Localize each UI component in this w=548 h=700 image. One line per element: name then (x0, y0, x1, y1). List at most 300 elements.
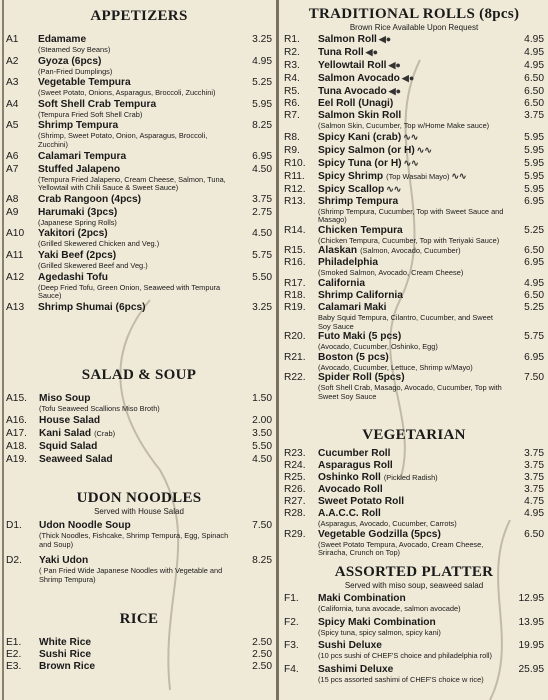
menu-item (284, 372, 544, 401)
item-price: 6.50 (524, 528, 544, 540)
item-price: 3.50 (252, 427, 272, 439)
item-name (318, 352, 524, 364)
item-name (38, 207, 252, 219)
menu-item (284, 85, 544, 98)
item-name (318, 278, 524, 290)
fish-icon: ◀● (388, 86, 402, 96)
item-price: 5.95 (524, 170, 544, 182)
menu-item (284, 245, 544, 257)
item-code: R3. (284, 60, 300, 71)
item-name-text: Agedashi Tofu (38, 271, 108, 283)
vegetarian-heading: VEGETARIAN (362, 427, 466, 443)
pepper-icon: ∿∿ (403, 131, 419, 142)
item-name-text: Spicy Kani (crab) (318, 131, 402, 143)
item-name-text: Spicy Shrimp (318, 170, 384, 182)
menu-item (6, 393, 272, 414)
item-code: R9. (284, 144, 300, 156)
item-price: 6.95 (524, 257, 544, 269)
item-name (39, 649, 252, 661)
item-description: (Avocado, Cucumber, Oshinko, Egg) (318, 342, 438, 352)
item-code: D2. (6, 555, 22, 567)
rice-section (6, 611, 272, 673)
udon-heading: UDON NOODLES (76, 490, 202, 506)
item-code: R4. (284, 73, 300, 84)
item-name (318, 131, 524, 144)
item-price: 3.75 (524, 110, 544, 121)
item-description: (10 pcs sushi of CHEF'S choice and philadelphia roll) (318, 651, 492, 661)
item-price: 5.50 (252, 440, 272, 452)
item-code: R11. (284, 170, 305, 182)
item-name (318, 225, 524, 237)
item-name (318, 472, 524, 484)
item-name-text: Alaskan (318, 245, 358, 257)
item-description: (Thick Noodles, Fishcake, Shrimp Tempura, Egg, Spinach and Soup) (39, 531, 229, 549)
item-code: R16. (284, 257, 306, 269)
item-name-text: Futo Maki (5 pcs) (318, 331, 402, 343)
vegetarian-section (284, 427, 544, 558)
item-code: R13. (284, 195, 306, 207)
item-name-text: Cucumber Roll (318, 448, 391, 459)
item-code: R5. (284, 86, 300, 97)
item-name-text: Crab Rangoon (4pcs) (38, 193, 142, 205)
menu-item (6, 302, 272, 314)
item-name-text: Soft Shell Crab Tempura (38, 98, 157, 110)
item-price: 3.75 (524, 484, 544, 495)
column-divider (276, 0, 279, 700)
item-name-text: Vegetable Godzilla (5pcs) (318, 528, 441, 540)
item-name (318, 46, 524, 59)
item-code: R12. (284, 183, 306, 195)
traditional-section (284, 6, 544, 402)
udon-subtitle: Served with House Salad (94, 507, 184, 516)
menu-item (6, 207, 272, 228)
item-name-text: Sushi Rice (39, 649, 92, 660)
platter-subtitle: Served with miso soup, seaweed salad (344, 581, 484, 590)
menu-item (6, 415, 272, 427)
item-code: A7 (6, 163, 19, 175)
item-price: 5.25 (524, 224, 544, 236)
item-description: (Tofu Seaweed Scallions Miso Broth) (39, 404, 160, 413)
menu-item (6, 77, 272, 98)
item-price: 5.95 (524, 157, 544, 169)
item-name (318, 245, 524, 257)
item-description: (Shrimp Tempura, Cucumber, Top with Sweet Sauce and Masago) (318, 206, 504, 225)
item-name-text: Maki Combination (318, 593, 406, 604)
item-name-text: Gyoza (6pcs) (38, 55, 102, 67)
item-name (318, 170, 524, 183)
item-name (318, 664, 519, 676)
item-price: 4.95 (524, 277, 544, 289)
item-price: 6.50 (524, 245, 544, 257)
item-code: A16. (6, 414, 27, 426)
item-code: R2. (284, 47, 300, 58)
item-name (38, 56, 252, 68)
menu-item (284, 183, 544, 196)
item-price: 7.50 (252, 520, 272, 531)
item-code: A4 (6, 98, 19, 110)
menu-item (284, 664, 544, 685)
item-price: 5.95 (524, 131, 544, 143)
item-name (318, 617, 519, 629)
menu-item (6, 99, 272, 120)
item-name (318, 98, 524, 110)
item-name (39, 637, 252, 649)
item-code: R10. (284, 157, 306, 169)
item-name-text: Spicy Tuna (or H) (318, 157, 402, 169)
menu-item (6, 520, 272, 549)
item-price: 5.95 (252, 98, 272, 110)
menu-item (284, 640, 544, 661)
item-code: A19. (6, 453, 27, 465)
item-price: 4.95 (524, 34, 544, 45)
item-code: R17. (284, 277, 306, 289)
item-code: A6 (6, 150, 19, 162)
platter-heading: ASSORTED PLATTER (334, 564, 494, 580)
item-price: 12.95 (518, 593, 544, 604)
item-name (318, 196, 524, 208)
item-name-text: Yellowtail Roll (318, 60, 387, 71)
item-name-text: Harumaki (3pcs) (38, 206, 118, 218)
item-description: (Sweet Potato, Onions, Asparagus, Broccoli, Zucchini) (38, 88, 216, 98)
menu-item (284, 170, 544, 183)
item-description: (Salmon Skin, Cucumber, Top w/Home Make sauce) (318, 121, 490, 130)
menu-item (284, 257, 544, 278)
menu-item (284, 144, 544, 157)
item-name-text: White Rice (39, 637, 92, 648)
item-name-text: Spicy Scallop (318, 183, 385, 195)
menu-item (284, 448, 544, 460)
item-code: R29. (284, 528, 306, 540)
menu-item (284, 278, 544, 290)
item-price: 8.25 (252, 120, 272, 132)
item-name-text: Sashimi Deluxe (318, 663, 394, 675)
menu-item (284, 196, 544, 225)
item-name-text: Shrimp Tempura (38, 120, 119, 132)
menu-item (6, 272, 272, 301)
item-name (39, 661, 252, 673)
item-code: E2. (6, 649, 22, 660)
menu-item (284, 302, 544, 331)
item-price: 2.50 (252, 649, 272, 660)
item-price: 5.95 (524, 144, 544, 156)
item-description: (Grilled Skewered Beef and Veg.) (38, 260, 148, 270)
menu-item (284, 59, 544, 72)
item-name-text: Vegetable Tempura (38, 77, 131, 89)
item-name-text: Udon Noodle Soup (39, 520, 131, 531)
item-price: 5.75 (524, 331, 544, 343)
item-code: F1. (284, 593, 299, 604)
item-name (38, 272, 252, 284)
item-code: A1 (6, 34, 19, 45)
pepper-icon: ∿∿ (416, 144, 432, 155)
menu-item (284, 529, 544, 558)
item-description: (Pan-Fried Dumplings) (38, 66, 113, 76)
item-name-text: Edamame (38, 34, 87, 45)
item-code: R1. (284, 34, 300, 45)
item-code: R22. (284, 372, 306, 384)
item-code: R15. (284, 245, 306, 257)
item-code: E1. (6, 637, 22, 648)
item-code: F2. (284, 616, 299, 628)
item-price: 5.50 (252, 271, 272, 283)
platter-section (284, 564, 544, 687)
item-code: D1. (6, 520, 22, 531)
item-name (38, 302, 252, 314)
item-code: R26. (284, 484, 306, 495)
menu-item (6, 56, 272, 77)
item-name-text: Brown Rice (39, 661, 96, 672)
item-price: 6.95 (524, 195, 544, 207)
item-name (38, 151, 252, 163)
item-code: E3. (6, 661, 22, 672)
item-name-text: Avocado Roll (318, 484, 383, 495)
menu-item (284, 352, 544, 373)
item-name (318, 529, 524, 541)
menu-item (284, 225, 544, 246)
item-description: (Japanese Spring Rolls) (38, 217, 117, 227)
menu-item (6, 454, 272, 466)
menu-item (6, 151, 272, 163)
menu-item (284, 98, 544, 110)
item-name (39, 415, 252, 427)
menu-item (284, 33, 544, 46)
item-price: 4.95 (524, 60, 544, 71)
item-code: A12 (6, 271, 25, 283)
salad-heading: SALAD & SOUP (81, 367, 197, 383)
menu-item (284, 593, 544, 614)
item-name-text: Eel Roll (Unagi) (318, 98, 394, 109)
menu-item (6, 661, 272, 673)
item-price: 5.95 (524, 183, 544, 195)
item-name (318, 144, 524, 157)
item-code: R6. (284, 98, 300, 109)
menu-item (6, 164, 272, 193)
item-name-text: Seaweed Salad (39, 453, 113, 465)
item-price: 19.95 (518, 640, 544, 652)
item-name-text: Miso Soup (39, 393, 91, 404)
item-description: (Avocado, Cucumber, Lettuce, Shrimp w/Mayo) (318, 362, 473, 372)
item-description: (Asparagus, Avocado, Cucumber, Carrots) (318, 519, 457, 528)
item-price: 2.75 (252, 206, 272, 218)
item-name (38, 194, 252, 206)
item-price: 3.75 (524, 448, 544, 459)
item-name-text: A.A.C.C. Roll (318, 508, 381, 519)
menu-item (284, 460, 544, 472)
menu-item (6, 120, 272, 149)
item-price: 13.95 (518, 616, 544, 628)
item-description: (Smoked Salmon, Avocado, Cream Cheese) (318, 268, 464, 278)
item-name (318, 59, 524, 72)
item-code: R23. (284, 448, 306, 459)
item-name (39, 441, 252, 453)
item-price: 5.75 (252, 249, 272, 261)
item-code: R7. (284, 110, 300, 121)
fish-icon: ◀● (401, 73, 415, 83)
item-note: (Crab) (94, 428, 116, 438)
item-price: 25.95 (518, 663, 544, 675)
menu-item (6, 441, 272, 453)
item-code: R18. (284, 289, 306, 301)
item-description: (Steamed Soy Beans) (38, 45, 111, 54)
item-code: F3. (284, 640, 299, 652)
item-description: (California, tuna avocade, salmon avocade) (318, 604, 461, 613)
item-code: A18. (6, 440, 27, 452)
pepper-icon: ∿∿ (451, 170, 467, 181)
item-name-text: Asparagus Roll (318, 460, 393, 471)
item-name (39, 428, 252, 440)
item-note: (Top Wasabi Mayo) (386, 171, 450, 181)
item-name-text: Sweet Potato Roll (318, 496, 405, 507)
item-price: 3.75 (524, 472, 544, 483)
item-name-text: Yaki Beef (2pcs) (38, 249, 117, 261)
item-code: R21. (284, 351, 306, 363)
item-name-text: Oshinko Roll (318, 472, 381, 483)
item-name-text: Shrimp Shumai (6pcs) (38, 301, 146, 313)
item-code: A2 (6, 55, 19, 67)
item-name-text: Yakitori (2pcs) (38, 228, 108, 240)
traditional-heading: TRADITIONAL ROLLS (8pcs) (308, 6, 520, 22)
item-name-text: Shrimp California (318, 289, 403, 301)
item-code: A3 (6, 77, 19, 89)
item-note: (Pickled Radish) (383, 473, 438, 482)
item-code: R8. (284, 131, 300, 143)
item-description: Baby Squid Tempura, Cilantro, Cucumber, and Sweet Soy Sauce (318, 312, 493, 331)
item-code: A17. (6, 427, 27, 439)
item-name-text: Spider Roll (5pcs) (318, 372, 405, 384)
fish-icon: ◀● (388, 60, 401, 70)
menu-item (284, 472, 544, 484)
item-code: A15. (6, 393, 27, 404)
item-price: 3.25 (252, 34, 272, 45)
item-description: (Sweet Potato Tempura, Avocado, Cream Cheese, Sriracha, Crunch on Top) (318, 539, 484, 558)
menu-item (6, 637, 272, 649)
item-description: ( Pan Fried Wide Japanese Noodles with Vegetable and Shrimp Tempura) (39, 566, 223, 584)
item-price: 7.50 (524, 372, 544, 384)
item-code: R19. (284, 301, 306, 313)
item-name-text: Boston (5 pcs) (318, 351, 389, 363)
item-description: (Tempura Fried Soft Shell Crab) (38, 109, 143, 119)
item-name-text: Spicy Maki Combination (318, 616, 436, 628)
item-name-text: Sushi Deluxe (318, 640, 382, 652)
item-price: 6.95 (524, 351, 544, 363)
menu-item (284, 110, 544, 131)
item-description: (Tempura Fried Jalapeno, Cream Cheese, Salmon, Tuna, Yellowtail with Chili Sauce & Sweet Sauce) (38, 174, 226, 193)
menu-item (6, 555, 272, 584)
item-code: R20. (284, 331, 306, 343)
item-price: 1.50 (252, 393, 272, 404)
rice-heading: RICE (119, 611, 159, 627)
item-price: 2.50 (252, 637, 272, 648)
item-name-text: Spicy Salmon (or H) (318, 144, 415, 156)
item-name (318, 496, 524, 508)
menu-item (284, 290, 544, 302)
item-price: 4.75 (524, 496, 544, 507)
menu-item (6, 649, 272, 661)
menu-item (284, 46, 544, 59)
item-price: 8.25 (252, 555, 272, 567)
menu-item (284, 131, 544, 144)
item-name (318, 33, 524, 46)
menu-item (284, 331, 544, 352)
item-price: 4.50 (252, 228, 272, 240)
item-name-text: Salmon Skin Roll (318, 110, 402, 121)
item-name-text: Yaki Udon (39, 555, 89, 567)
menu-item (6, 428, 272, 440)
item-code: A9 (6, 206, 19, 218)
item-price: 3.75 (252, 193, 272, 205)
item-name (318, 460, 524, 472)
item-price: 4.95 (252, 55, 272, 67)
item-description: (Spicy tuna, spicy salmon, spicy kani) (318, 627, 441, 637)
item-code: A8 (6, 193, 19, 205)
item-description: (Grilled Skewered Chicken and Veg.) (38, 239, 160, 249)
menu-item (284, 72, 544, 85)
item-name-text: Salmon Avocado (318, 73, 400, 84)
item-price: 3.25 (252, 301, 272, 313)
menu-item (284, 484, 544, 496)
item-name-text: Tuna Roll (318, 47, 364, 58)
menu-item (6, 34, 272, 55)
item-price: 5.25 (252, 77, 272, 89)
item-price: 2.00 (252, 414, 272, 426)
item-name (318, 484, 524, 496)
fish-icon: ◀● (365, 47, 379, 57)
item-price: 6.95 (252, 150, 272, 162)
item-code: R24. (284, 460, 306, 471)
item-name (39, 454, 252, 466)
item-name (318, 290, 524, 302)
item-description: (Soft Shell Crab, Masago, Avocado, Cucumber, Top with Sweet Soy Sauce (318, 383, 502, 401)
item-description: (Deep Fried Tofu, Green Onion, Seaweed with Tempura Sauce) (38, 282, 221, 301)
item-name (38, 99, 252, 111)
item-name-text: Calamari Maki (318, 301, 387, 313)
item-code: R27. (284, 496, 306, 507)
item-name-text: Kani Salad (39, 427, 92, 439)
appetizers-section (6, 8, 272, 315)
item-description: (Shrimp, Sweet Potato, Onion, Asparagus, Broccoli, Zucchini) (38, 131, 208, 149)
menu-item (284, 157, 544, 170)
item-price: 5.25 (524, 301, 544, 313)
item-name-text: Philadelphia (318, 257, 379, 269)
item-name (318, 183, 524, 196)
menu-item (284, 508, 544, 529)
item-code: R14. (284, 224, 306, 236)
udon-section (6, 490, 272, 590)
item-note: (Salmon, Avocado, Cucumber) (360, 246, 461, 256)
item-code: A5 (6, 120, 19, 132)
traditional-subtitle: Brown Rice Available Upon Request (349, 23, 479, 32)
item-price: 2.50 (252, 661, 272, 672)
item-name (318, 85, 524, 98)
fish-icon: ◀● (378, 34, 392, 44)
item-name-text: House Salad (39, 414, 101, 426)
item-code: A11 (6, 249, 24, 261)
item-name-text: Tuna Avocado (318, 86, 387, 97)
item-name (318, 157, 524, 170)
item-description: (Chicken Tempura, Cucumber, Top with Teriyaki Sauce) (318, 235, 500, 245)
item-name-text: Squid Salad (39, 440, 98, 452)
menu-item (6, 194, 272, 206)
item-price: 6.50 (524, 73, 544, 84)
item-name-text: Salmon Roll (318, 34, 377, 45)
item-name (318, 72, 524, 85)
appetizers-heading: APPETIZERS (90, 8, 188, 24)
pepper-icon: ∿∿ (386, 183, 402, 194)
item-code: R25. (284, 472, 306, 483)
item-price: 4.50 (252, 453, 272, 465)
item-price: 4.50 (252, 163, 272, 175)
item-name (38, 164, 252, 176)
